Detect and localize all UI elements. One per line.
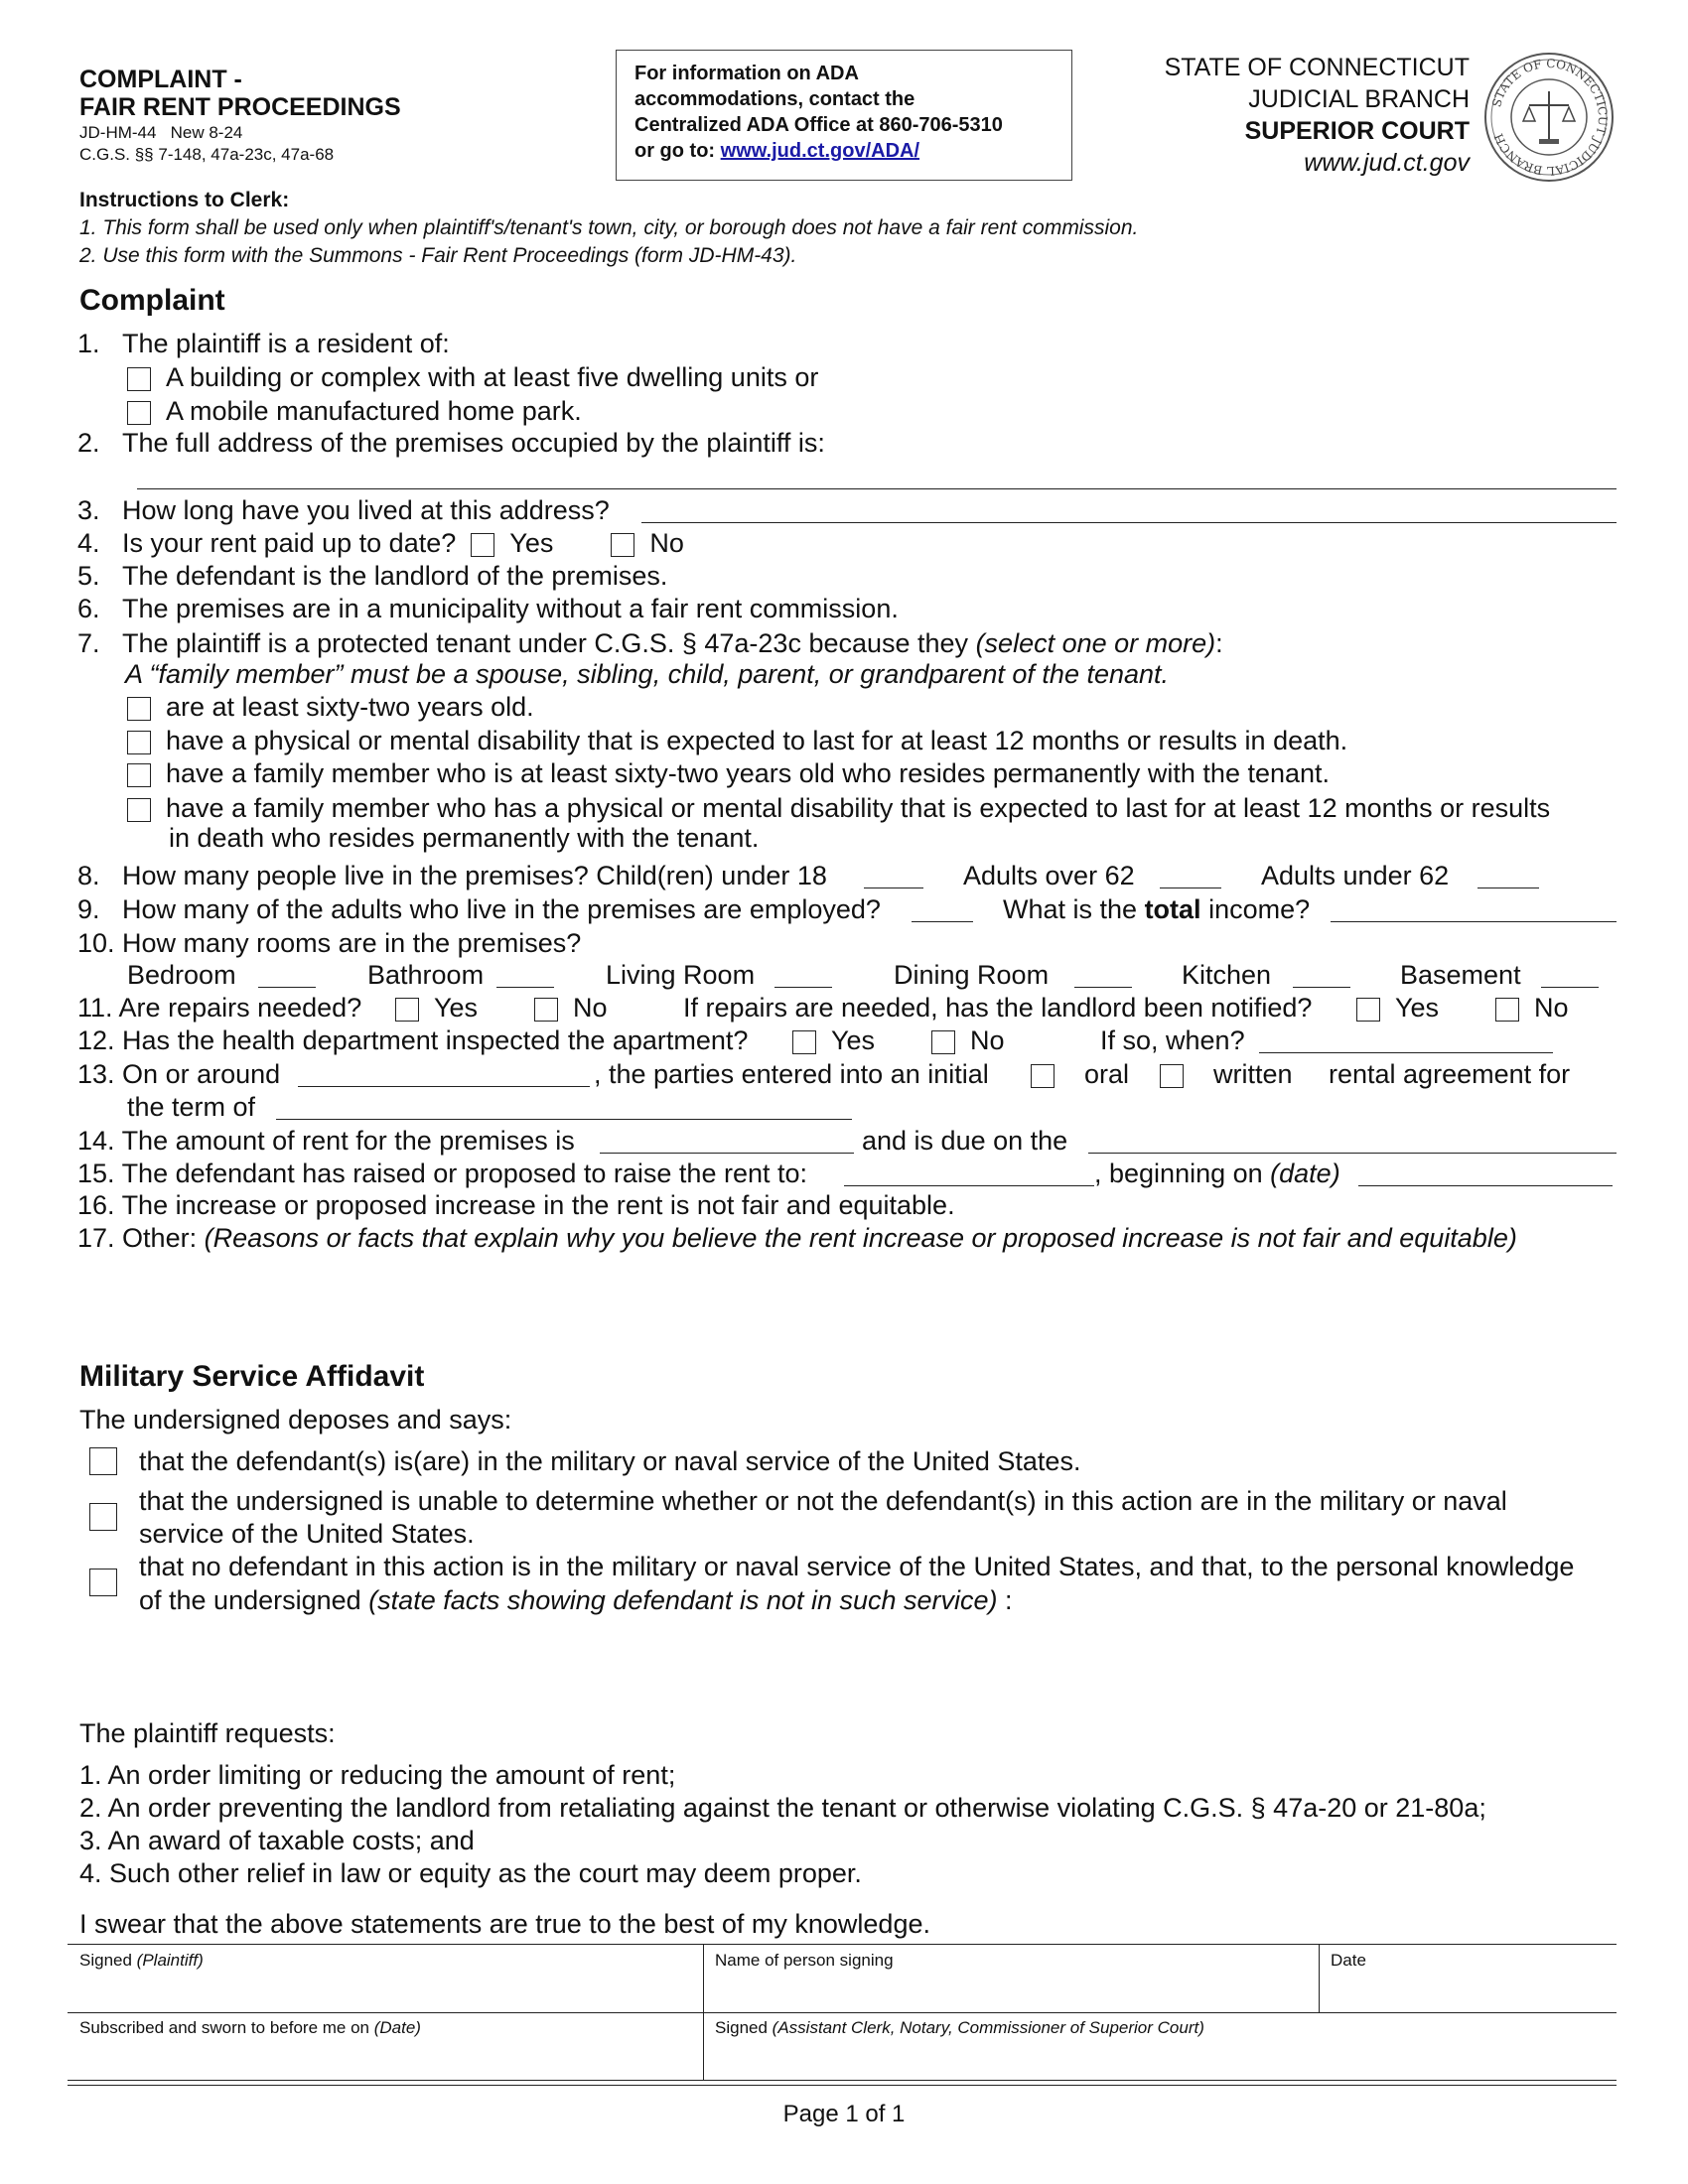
room-dining-field[interactable] (1074, 987, 1132, 988)
q7-text: The plaintiff is a protected tenant under C.G.S. § 47a-23c because they (122, 628, 976, 658)
length-of-residence-field[interactable] (641, 522, 1617, 523)
svg-text:STATE OF CONNECTICUT JUDICIAL: STATE OF CONNECTICUT JUDICIAL BRANCH (1489, 56, 1611, 179)
affidavit-unable-text-2: service of the United States. (139, 1519, 475, 1549)
age-62-checkbox[interactable] (127, 697, 151, 721)
q5: 5. The defendant is the landlord of the premises. (77, 561, 668, 591)
agreement-oral (1031, 1058, 1129, 1090)
affidavit-intro: The undersigned deposes and says: (79, 1405, 512, 1434)
q1-text: The plaintiff is a resident of: (122, 329, 450, 358)
q15-beginning (1094, 1158, 1340, 1189)
signed-plaintiff-field[interactable] (68, 1945, 703, 2012)
q12-when-label: If so, when? (1100, 1025, 1245, 1055)
form-title-line2: FAIR RENT PROCEEDINGS (79, 93, 401, 121)
income-label-a: What is the (1003, 894, 1145, 924)
agreement-date-field[interactable] (298, 1086, 590, 1087)
statutes: C.G.S. §§ 7-148, 47a-23c, 47a-68 (79, 145, 335, 164)
income-label-c: income? (1200, 894, 1311, 924)
q6: 6. The premises are in a municipality without a fair rent commission. (77, 594, 899, 623)
room-bathroom-field[interactable] (496, 987, 554, 988)
repairs-no-label: No (573, 993, 608, 1023)
new-rent-field[interactable] (844, 1185, 1094, 1186)
total-income-label (1003, 893, 1310, 925)
notified-no-label: No (1534, 993, 1569, 1023)
affidavit-unable-checkbox[interactable] (89, 1503, 117, 1531)
court-info (1092, 52, 1470, 179)
ada-link[interactable]: www.jud.ct.gov/ADA/ (720, 140, 920, 162)
q17-note: (Reasons or facts that explain why you believe the rent increase or proposed increase is not fair and equitable) (204, 1223, 1517, 1253)
court-website: www.jud.ct.gov (1304, 149, 1470, 177)
room-bedroom-label: Bedroom (127, 960, 236, 990)
affidavit-unable-text-1: that the undersigned is unable to determine whether or not the defendant(s) in this action are in the military or naval (139, 1486, 1507, 1516)
notified-yes (1356, 992, 1439, 1024)
q11: 11. Are repairs needed? (77, 993, 362, 1023)
income-label-bold: total (1144, 894, 1201, 924)
disability-checkbox[interactable] (127, 731, 151, 754)
room-bathroom-label: Bathroom (367, 960, 485, 990)
official-signed-label: Signed (715, 2018, 773, 2037)
q3-text: How long have you lived at this address? (122, 495, 610, 525)
employed-adults-field[interactable] (912, 921, 973, 922)
q9: 9. How many of the adults who live in the premises are employed? (77, 894, 881, 924)
room-kitchen-label: Kitchen (1182, 960, 1272, 990)
inspected-yes (792, 1024, 875, 1056)
notified-yes-checkbox[interactable] (1356, 998, 1380, 1022)
q17: 17. Other: (Reasons or facts that explain why you believe the rent increase or proposed increase is not fair and equitable) (77, 1223, 1517, 1253)
ada-box (616, 50, 1072, 181)
term-field[interactable] (276, 1119, 852, 1120)
notified-no-checkbox[interactable] (1495, 998, 1519, 1022)
affidavit-not-in-service-text-1: that no defendant in this action is in the military or naval service of the United States, and that, to the personal knowledge (139, 1552, 1575, 1581)
affidavit-in-service-checkbox[interactable] (89, 1447, 117, 1475)
q14: 14. The amount of rent for the premises is (77, 1126, 575, 1156)
rent-amount-field[interactable] (600, 1153, 854, 1154)
inspected-yes-checkbox[interactable] (792, 1030, 816, 1054)
written-label: written (1213, 1059, 1293, 1089)
agreement-written (1160, 1058, 1293, 1090)
sworn-date-field[interactable] (68, 2012, 703, 2080)
sworn-date-note: (Date) (373, 2018, 421, 2037)
q7-option-age (127, 691, 534, 723)
notified-no (1495, 992, 1569, 1024)
adults-under-62-field[interactable] (1477, 887, 1539, 888)
family-age-label: have a family member who is at least sixty-two years old who resides permanently with the tenant. (166, 758, 1331, 788)
inspection-date-field[interactable] (1259, 1052, 1553, 1053)
repairs-no (534, 992, 608, 1024)
room-basement-field[interactable] (1541, 987, 1599, 988)
beginning-label: , beginning on (1094, 1159, 1271, 1188)
room-kitchen-field[interactable] (1293, 987, 1350, 988)
page-number: Page 1 of 1 (782, 2101, 906, 2127)
request-3: 3. An award of taxable costs; and (79, 1826, 475, 1855)
q13: 13. On or around (77, 1059, 281, 1089)
q3: 3. How long have you lived at this address? (77, 495, 610, 525)
address-field[interactable] (137, 488, 1617, 489)
q13-rental-text: rental agreement for (1329, 1059, 1571, 1089)
form-title (79, 66, 401, 121)
ada-line3: Centralized ADA Office at 860-706-5310 (634, 114, 1003, 136)
q1: 1. The plaintiff is a resident of: (77, 329, 450, 358)
beginning-date-field[interactable] (1358, 1185, 1613, 1186)
q7-option-family-disability (127, 792, 1550, 824)
q10: 10. How many rooms are in the premises? (77, 928, 582, 958)
affidavit-heading: Military Service Affidavit (79, 1360, 425, 1393)
repairs-yes-label: Yes (434, 993, 479, 1023)
disability-label: have a physical or mental disability that is expected to last for at least 12 months or results in death. (166, 726, 1348, 755)
date-label: Date (1331, 1951, 1366, 1970)
inspected-no-checkbox[interactable] (931, 1030, 955, 1054)
children-under-18-field[interactable] (864, 887, 923, 888)
adults-under-62-label: Adults under 62 (1261, 861, 1450, 890)
q13-text: On or around (122, 1059, 281, 1089)
room-living-field[interactable] (774, 987, 832, 988)
ada-prefix: or go to: (634, 140, 721, 162)
q14-text: The amount of rent for the premises is (121, 1126, 575, 1156)
request-4: 4. Such other relief in law or equity as the court may deem proper. (79, 1858, 862, 1888)
affidavit-colon: : (997, 1585, 1013, 1615)
superior-court: SUPERIOR COURT (1244, 117, 1470, 145)
q12-text: Has the health department inspected the apartment? (122, 1025, 749, 1055)
q2: 2. The full address of the premises occupied by the plaintiff is: (77, 428, 825, 458)
q15: 15. The defendant has raised or proposed to raise the rent to: (77, 1159, 808, 1188)
q10-text: How many rooms are in the premises? (122, 928, 582, 958)
requests-heading: The plaintiff requests: (79, 1718, 336, 1748)
q7-colon: : (1215, 628, 1223, 658)
q11-notified-text: If repairs are needed, has the landlord been notified? (683, 993, 1313, 1023)
q17-text: Other: (122, 1223, 205, 1253)
instructions-heading: Instructions to Clerk: (79, 189, 290, 211)
family-age-checkbox[interactable] (127, 763, 151, 787)
swear-statement: I swear that the above statements are true to the best of my knowledge. (79, 1909, 930, 1939)
official-signed-note: (Assistant Clerk, Notary, Commissioner of Superior Court) (772, 2018, 1204, 2037)
q1-option-building (127, 361, 818, 393)
rent-paid-yes-checkbox[interactable] (471, 533, 494, 557)
written-checkbox[interactable] (1160, 1064, 1184, 1088)
affidavit-undersigned: of the undersigned (139, 1585, 369, 1615)
q7-option-family-age (127, 757, 1330, 789)
family-disability-checkbox[interactable] (127, 798, 151, 822)
request-1: 1. An order limiting or reducing the amount of rent; (79, 1760, 676, 1790)
affidavit-facts-note: (state facts showing defendant is not in such service) (368, 1585, 998, 1615)
q9-text: How many of the adults who live in the premises are employed? (122, 894, 881, 924)
state-name: STATE OF CONNECTICUT (1164, 54, 1470, 81)
oral-checkbox[interactable] (1031, 1064, 1055, 1088)
form-number: JD-HM-44 New 8-24 (79, 123, 243, 142)
beginning-date-note: (date) (1270, 1159, 1340, 1188)
signature-date-field[interactable] (1319, 1945, 1617, 2012)
sworn-label: Subscribed and sworn to before me on (79, 2018, 374, 2037)
ada-line1: For information on ADA (634, 63, 859, 84)
adults-over-62-field[interactable] (1160, 887, 1221, 888)
building-label: A building or complex with at least five dwelling units or (166, 362, 819, 392)
q7-option-disability (127, 725, 1347, 756)
name-signing-field[interactable] (703, 1945, 1319, 2012)
q4: 4. Is your rent paid up to date? Yes No (77, 528, 684, 558)
adults-over-62-label: Adults over 62 (963, 861, 1135, 890)
oral-label: oral (1084, 1059, 1130, 1089)
instruction-2: 2. Use this form with the Summons - Fair Rent Proceedings (form JD-HM-43). (79, 244, 797, 267)
family-disability-label: have a family member who has a physical or mental disability that is expected to last for at least 12 months or results (166, 793, 1551, 823)
signature-table (68, 1944, 1617, 2081)
room-basement-label: Basement (1400, 960, 1521, 990)
affidavit-in-service-text: that the defendant(s) is(are) in the military or naval service of the United States. (139, 1446, 1081, 1476)
form-title-line1: COMPLAINT - (79, 66, 242, 93)
rent-paid-no-label: No (649, 528, 684, 558)
inspected-no (931, 1024, 1005, 1056)
ada-line2: accommodations, contact the (634, 88, 915, 110)
judicial-branch: JUDICIAL BRANCH (1248, 85, 1470, 113)
room-bedroom-field[interactable] (258, 987, 316, 988)
building-checkbox[interactable] (127, 367, 151, 391)
q4-text: Is your rent paid up to date? (122, 528, 457, 558)
q8: 8. How many people live in the premises? Child(ren) under 18 (77, 861, 827, 890)
q7: 7. The plaintiff is a protected tenant under C.G.S. § 47a-23c because they (select one or more): (77, 628, 1223, 658)
signed-plaintiff-note: (Plaintiff) (136, 1951, 204, 1970)
official-signature-field[interactable] (703, 2012, 1617, 2080)
age-62-label: are at least sixty-two years old. (166, 692, 534, 722)
seal-icon (1481, 50, 1617, 185)
repairs-no-checkbox[interactable] (534, 998, 558, 1022)
q16-text: The increase or proposed increase in the rent is not fair and equitable. (121, 1190, 955, 1220)
q6-text: The premises are in a municipality without a fair rent commission. (122, 594, 899, 623)
q7-family-note: A “family member” must be a spouse, sibling, child, parent, or grandparent of the tenant. (125, 659, 1170, 689)
q12: 12. Has the health department inspected the apartment? (77, 1025, 749, 1055)
q8-text: How many people live in the premises? Child(ren) under 18 (122, 861, 827, 890)
mobile-home-checkbox[interactable] (127, 401, 151, 425)
inspected-no-label: No (970, 1025, 1005, 1055)
bottom-rule (68, 2085, 1617, 2086)
mobile-home-label: A mobile manufactured home park. (166, 396, 582, 426)
complaint-heading: Complaint (79, 284, 225, 317)
q15-text: The defendant has raised or proposed to raise the rent to: (121, 1159, 808, 1188)
rent-paid-no-checkbox[interactable] (611, 533, 634, 557)
instruction-1: 1. This form shall be used only when plaintiff's/tenant's town, city, or borough does not have a fair rent commission. (79, 216, 1139, 239)
q7-option-family-disability-cont: in death who resides permanently with the tenant. (169, 823, 760, 853)
rent-paid-yes-label: Yes (509, 528, 554, 558)
repairs-yes-checkbox[interactable] (395, 998, 419, 1022)
q7-select-note: (select one or more) (975, 628, 1216, 658)
q11-text: Are repairs needed? (118, 993, 362, 1023)
q14-due-text: and is due on the (862, 1126, 1068, 1156)
q16: 16. The increase or proposed increase in the rent is not fair and equitable. (77, 1190, 955, 1220)
signed-label: Signed (79, 1951, 137, 1970)
room-living-label: Living Room (606, 960, 756, 990)
q2-text: The full address of the premises occupied by the plaintiff is: (122, 428, 825, 458)
repairs-yes (395, 992, 478, 1024)
q5-text: The defendant is the landlord of the premises. (122, 561, 668, 591)
q1-option-mobile (127, 395, 582, 427)
rent-due-field[interactable] (1088, 1153, 1617, 1154)
room-dining-label: Dining Room (894, 960, 1050, 990)
request-2: 2. An order preventing the landlord from retaliating against the tenant or otherwise violating C.G.S. § 47a-20 or 21-80a; (79, 1793, 1486, 1823)
q13-term-text: the term of (127, 1092, 256, 1122)
ada-line4 (634, 138, 1071, 164)
name-signing-label: Name of person signing (715, 1951, 894, 1970)
total-income-field[interactable] (1331, 921, 1617, 922)
affidavit-not-in-service-text-2 (139, 1584, 1013, 1616)
notified-yes-label: Yes (1395, 993, 1440, 1023)
q13-initial-text: , the parties entered into an initial (594, 1059, 989, 1089)
inspected-yes-label: Yes (831, 1025, 876, 1055)
affidavit-not-in-service-checkbox[interactable] (89, 1569, 117, 1596)
